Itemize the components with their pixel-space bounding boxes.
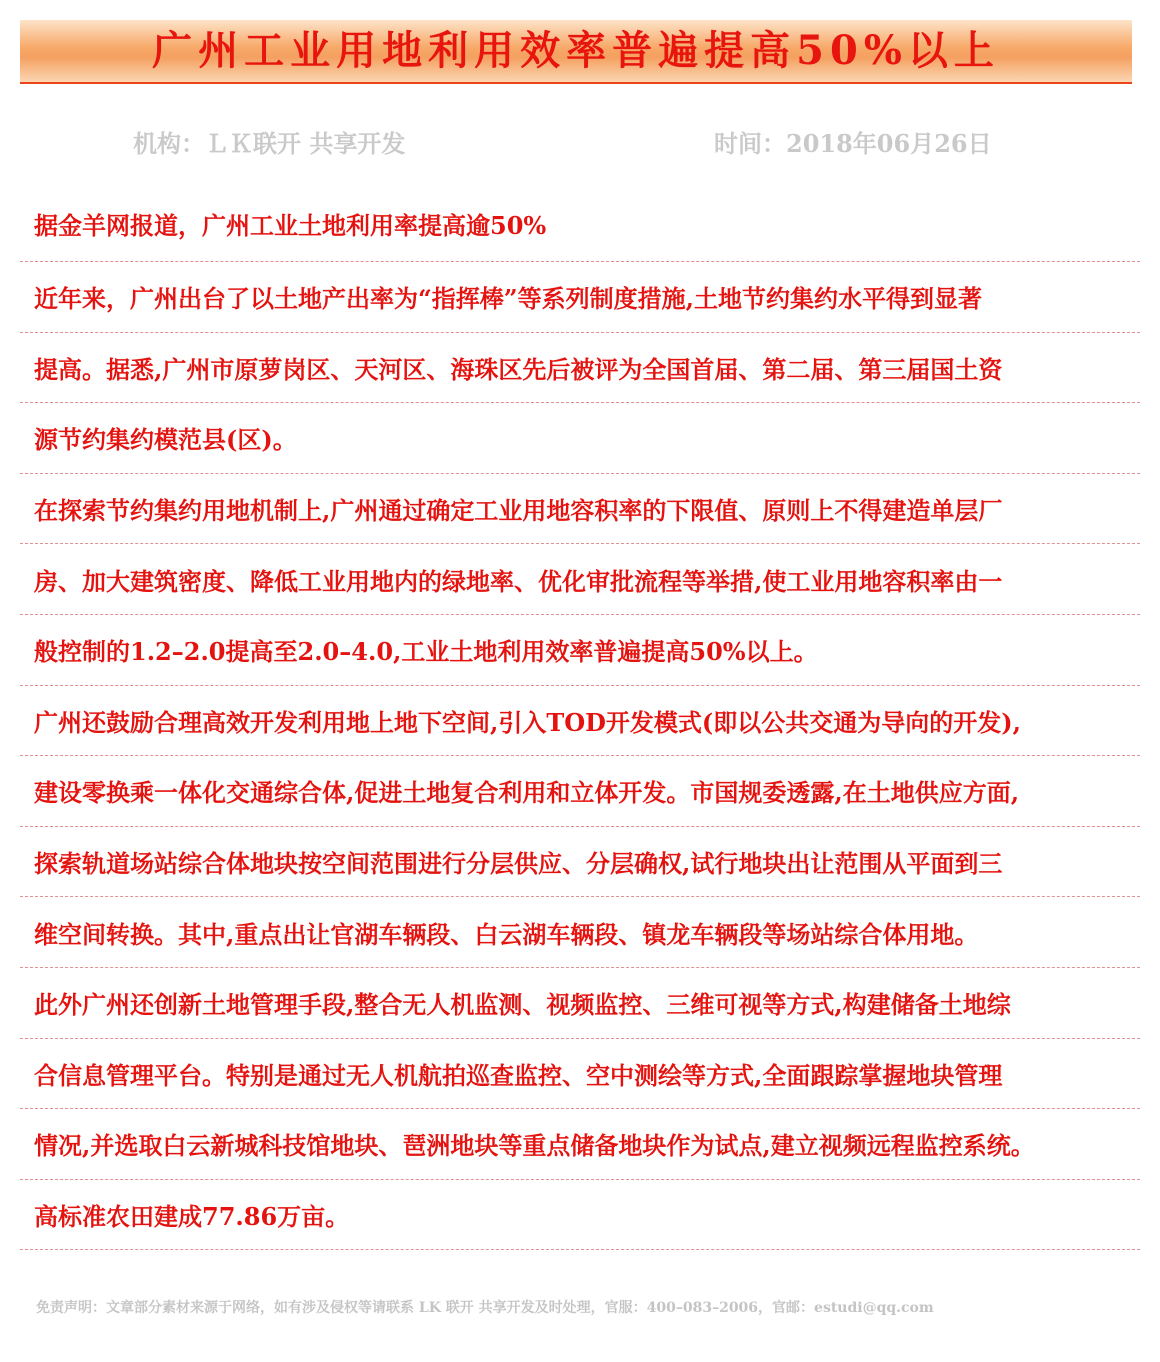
article-line-text: 维空间转换。其中,重点出让官湖车辆段、白云湖车辆段、镇龙车辆段等场站综合体用地。 [34,919,979,949]
article-line-text: 般控制的1.2–2.0提高至2.0–4.0,工业土地利用效率普遍提高50%以上。 [34,637,818,667]
article-line [20,474,1140,545]
article-line [20,686,1140,757]
article-line [20,186,1140,262]
article-line-text: 建设零换乘一体化交通综合体,促进土地复合利用和立体开发。市国规委透露,在土地供应方面, [34,778,1020,808]
date-label: 时间：2018年06月26日 [714,129,992,158]
article-line [20,1109,1140,1180]
article-line-text: 探索轨道场站综合体地块按空间范围进行分层供应、分层确权,试行地块出让范围从平面到三 [34,849,1003,879]
article-line [20,827,1140,898]
article-line [20,968,1140,1039]
article-line-text: 合信息管理平台。特别是通过无人机航拍巡查监控、空中测绘等方式,全面跟踪掌握地块管理 [34,1060,1003,1090]
article-line [20,615,1140,686]
article-line [20,756,1140,827]
article-line-text: 广州还鼓励合理高效开发利用地上地下空间,引入TOD开发模式(即以公共交通为导向的开发), [34,707,1021,737]
article-line-text: 据金羊网报道，广州工业土地利用率提高逾50% [34,211,547,240]
page-title: 广州工业用地利用效率普遍提高50%以上 [152,27,1000,74]
article-line-text: 高标准农田建成77.86万亩。 [34,1202,350,1232]
article-line [20,1039,1140,1110]
title-banner [20,20,1132,84]
article-line [20,333,1140,404]
article-body [20,186,1140,1250]
article-line [20,262,1140,333]
article-line [20,544,1140,615]
article-line-text: 房、加大建筑密度、降低工业用地内的绿地率、优化审批流程等举措,使工业用地容积率由一 [34,566,1003,596]
article-line [20,897,1140,968]
article-line-text: 源节约集约模范县(区)。 [34,425,297,455]
disclaimer-text: 免责声明：文章部分素材来源于网络，如有涉及侵权等请联系 LK 联开 共享开发及时处理，官服：400–083–2006，官邮：estudi@qq.com [36,1300,934,1316]
org-label: 机构：ＬＫ联开 共享开发 [133,129,406,158]
article-line-text: 提高。据悉,广州市原萝岗区、天河区、海珠区先后被评为全国首届、第二届、第三届国土资 [34,354,1003,384]
article-line-text: 情况,并选取白云新城科技馆地块、琶洲地块等重点储备地块作为试点,建立视频远程监控系统。 [34,1131,1035,1161]
article-line-text: 此外广州还创新土地管理手段,整合无人机监测、视频监控、三维可视等方式,构建储备土地综 [34,990,1011,1020]
article-line-text: 近年来，广州出台了以土地产出率为“指挥棒”等系列制度措施,土地节约集约水平得到显著 [34,284,982,314]
article-line [20,1180,1140,1251]
article-line [20,403,1140,474]
article-line-text: 在探索节约集约用地机制上,广州通过确定工业用地容积率的下限值、原则上不得建造单层厂 [34,496,1003,526]
